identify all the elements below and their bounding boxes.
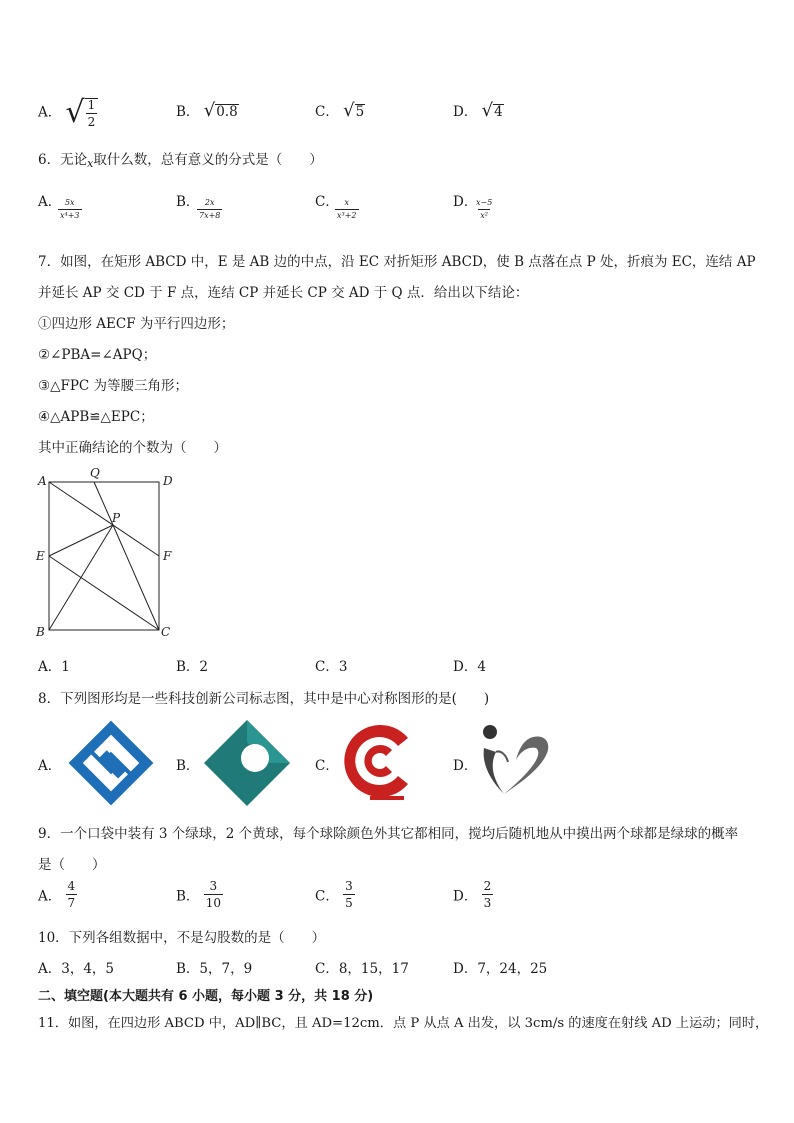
q7-option-c: C．3 (315, 659, 348, 675)
section-2-title: 二、填空题(本大题共有 6 小题，每小题 3 分，共 18 分) (38, 989, 374, 1004)
q8-option-c-label: C． (315, 758, 339, 774)
red-c-logo-icon (340, 718, 420, 804)
q10-stem: 10．下列各组数据中，不是勾股数的是（ ） (38, 930, 326, 946)
q7-stem-line1: 7．如图，在矩形 ABCD 中，E 是 AB 边的中点，沿 EC 对折矩形 ABCD，使 B 点落在点 P 处，折痕为 EC，连结 AP (38, 254, 756, 270)
sqrt-sign-icon: √ (203, 100, 216, 121)
q9-stem-line1: 9．一个口袋中装有 3 个绿球，2 个黄球，每个球除颜色外其它都相同，搅均后随机地从中摸出两个球都是绿球的概率 (38, 826, 739, 842)
fraction: $\frac{2x}{7x+8}$ (199, 198, 221, 220)
label-p: P (112, 511, 121, 525)
fraction: $\frac{x}{\text{x³+2}}$ (337, 198, 357, 220)
q5-option-b: B． √ 0.8 (176, 100, 238, 121)
q7-conclusion-4: ④△APB≌△EPC； (38, 409, 154, 425)
q9-option-d: D． $\frac{2}{3}$ (453, 879, 492, 910)
q7-option-d: D．4 (453, 659, 486, 675)
segment-af (49, 482, 159, 556)
q7-option-a: A．1 (38, 659, 70, 675)
q6-option-a: A． (38, 194, 62, 210)
fraction: $\frac{5x}{\text{x⁴+3}}$ (60, 198, 80, 220)
sqrt-sign-icon: √ (65, 95, 85, 130)
label-b: B (36, 625, 45, 639)
q6-option-b: B． (176, 194, 200, 210)
fraction: $\frac{x-5}{\text{x²}}$ (476, 198, 493, 220)
q7-conclusion-1: ①四边形 AECF 为平行四边形； (38, 316, 235, 332)
q9-option-c: C． $\frac{3}{5}$ (315, 879, 353, 910)
label-d: D (163, 474, 173, 488)
sqrt-sign-icon: √ (343, 100, 355, 121)
fraction: $\frac{2}{3}$ (483, 879, 492, 910)
q7-conclusion-3: ③△FPC 为等腰三角形； (38, 378, 189, 394)
q7-option-b: B．2 (176, 659, 209, 675)
q9-stem-line2: 是（ ） (38, 857, 106, 873)
label-q: Q (90, 466, 100, 480)
q8-option-a-label: A． (38, 758, 62, 774)
q5-option-c: C． √ 5 (315, 100, 365, 121)
q10-option-a: A．3，4，5 (38, 961, 115, 977)
sqrt-sign-icon: √ (481, 100, 494, 121)
q10-option-c: C．8，15，17 (315, 961, 409, 977)
fraction: $\frac{4}{7}$ (67, 879, 76, 910)
q8-option-d-label: D． (453, 758, 478, 774)
q7-question: 其中正确结论的个数为（ ） (38, 440, 227, 456)
q6-option-c: C． (315, 194, 339, 210)
q5-option-d: D． √ 4 (453, 100, 503, 121)
q5-option-a: A． √ $\frac{1}{2}$ (38, 98, 98, 128)
q7-stem-line2: 并延长 AP 交 CD 于 F 点，连结 CP 并延长 CP 交 AD 于 Q 点．给出以下结论： (38, 285, 529, 301)
q8-option-b-label: B． (176, 758, 200, 774)
blue-s-logo-icon (64, 716, 158, 810)
label-f: F (163, 549, 172, 563)
q9-option-a: A． $\frac{4}{7}$ (38, 879, 76, 910)
q10-option-d: D．7，24，25 (453, 961, 548, 977)
q8-stem: 8．下列图形均是一些科技创新公司标志图，其中是中心对称图形的是( ) (38, 691, 490, 707)
q7-conclusion-2: ②∠PBA=∠APQ； (38, 347, 157, 363)
teal-diamond-logo-icon (202, 718, 292, 808)
q6-stem: 6．无论$_x$取什么数，总有意义的分式是（ ） (38, 152, 323, 170)
label-e: E (36, 549, 45, 563)
fraction: $\frac{3}{10}$ (205, 879, 221, 910)
q11-stem-line1: 11．如图，在四边形 ABCD 中，AD∥BC，且 AD=12cm．点 P 从点 A 出发，以 3cm/s 的速度在射线 AD 上运动；同时， (38, 1016, 769, 1031)
q10-option-b: B．5，7，9 (176, 961, 253, 977)
label-c: C (161, 625, 171, 639)
label-a: A (38, 474, 47, 488)
q9-option-b: B． $\frac{3}{10}$ (176, 879, 221, 910)
heart-figure-logo-icon (478, 722, 554, 802)
q7-rectangle-figure (30, 462, 190, 646)
fraction: $\frac{3}{5}$ (345, 879, 353, 910)
q6-option-d: D． (453, 194, 478, 210)
